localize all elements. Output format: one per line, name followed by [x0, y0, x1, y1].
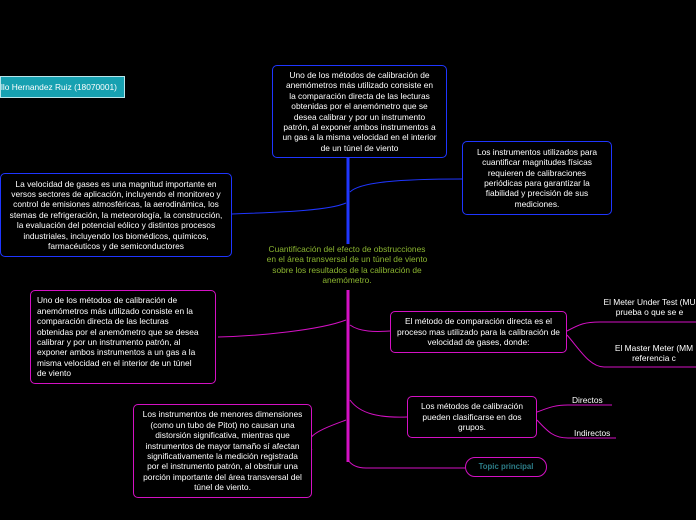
author-badge[interactable]: llo Hernandez Ruiz (18070001) [0, 76, 125, 98]
connector-directos [537, 405, 612, 412]
node-instruments[interactable]: Los instrumentos utilizados para cuantificar magnitudes físicas requieren de calibraciones periódicas para garantizar la fiabilidad y precisión de sus mediciones. [462, 141, 612, 215]
node-indirectos[interactable]: Indirectos [574, 428, 611, 438]
node-direct-comparison[interactable]: El método de comparación directa es el proceso mas utilizado para la calibración de velocidad de gases, donde: [390, 311, 567, 353]
node-methods[interactable]: Los métodos de calibración pueden clasificarse en dos grupos. [407, 396, 537, 438]
node-pitot[interactable]: Los instrumentos de menores dimensiones (como un tubo de Pitot) no causan una distorsión significativa, mientras que instrumentos de mayor tamaño sí afectan significativamente la medición registrada por el instrumento patrón, al obstruir una porción importante del área transversal del túnel de viento. [133, 404, 312, 498]
node-mm[interactable]: El Master Meter (MM referencia c [614, 343, 694, 364]
connector-mut [567, 322, 696, 331]
node-directos[interactable]: Directos [572, 395, 603, 405]
magenta-connector-methods [350, 400, 407, 417]
node-mut[interactable]: El Meter Under Test (MU prueba o que se e [603, 297, 696, 318]
topic-principal[interactable]: Topic principal [465, 457, 547, 477]
blue-connector-instruments [350, 179, 462, 192]
magenta-end-hook [348, 460, 465, 468]
central-topic[interactable]: Cuantificación del efecto de obstrucciones en el área transversal de un túnel de viento sobre los resultados de la calibración de anemómetro. [266, 244, 428, 286]
blue-connector-gas [232, 203, 346, 214]
magenta-connector-direct [350, 325, 390, 331]
node-gas-speed[interactable]: La velocidad de gases es una magnitud importante en versos sectores de aplicación, incluyendo el monitoreo y control de emisiones atmosféricas, la aerodinámica, los stemas de refrigeración, la meteorología, la construcción, la evaluación del potencial eólico y distintos procesos industriales, incluyendo los biomédicos, químicos, farmacéuticos y de semiconductores [0, 173, 232, 257]
node-top-calibration[interactable]: Uno de los métodos de calibración de anemómetros más utilizado consiste en la comparación directa de las lecturas obtenidas por el anemómetro que se desea calibrar y por un instrumento patrón, al exponer ambos instrumentos a un gas a la misma velocidad en el interior de un túnel de viento [272, 65, 447, 158]
node-left-calibration[interactable]: Uno de los métodos de calibración de anemómetros más utilizado consiste en la comparación directa de las lecturas obtenidas por el anemómetro que se desea calibrar y por un instrumento patrón, al exponer ambos instrumentos a un gas a la misma velocidad en el interior de un túnel de viento [30, 290, 216, 384]
magenta-connector-pitot [309, 420, 346, 450]
magenta-connector-left [218, 320, 346, 337]
